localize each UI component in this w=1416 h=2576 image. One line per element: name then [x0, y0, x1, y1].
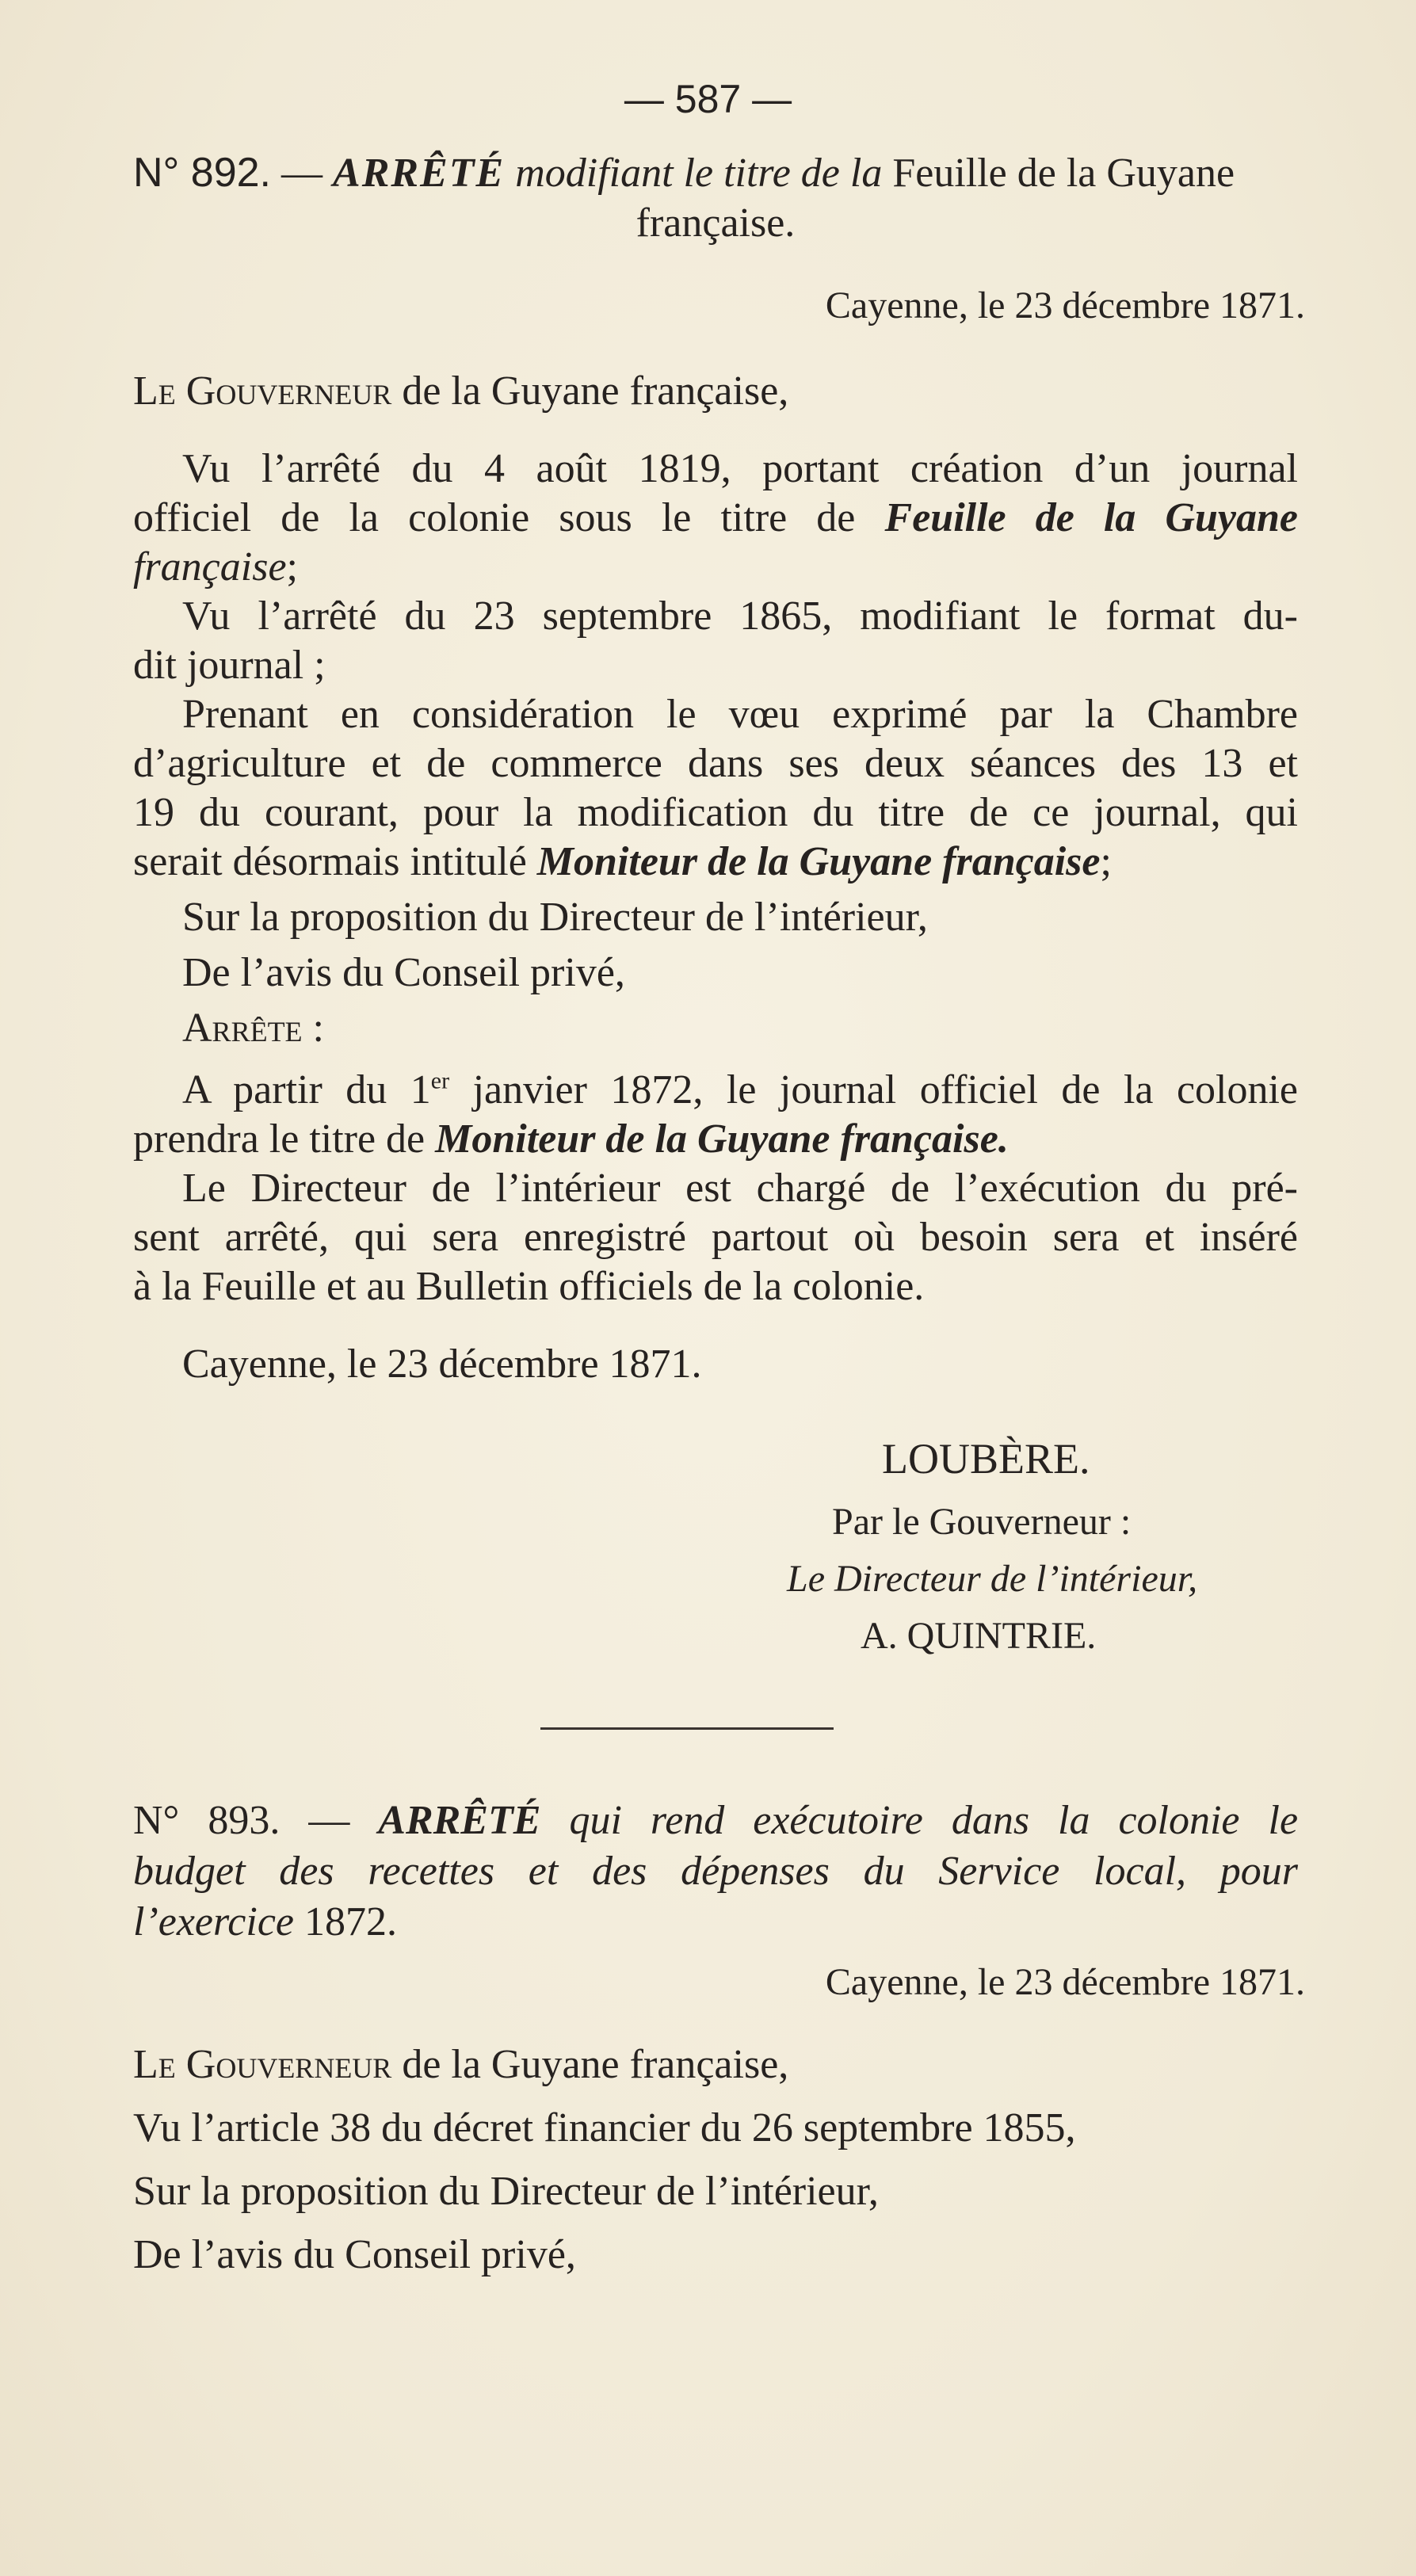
decree-893-title-line3-b: 1872. [304, 1899, 397, 1944]
decree-892-heading [133, 147, 1298, 199]
decree-892-title-roman: Feuille de la Guyane [892, 151, 1235, 196]
decree-893-gov-rest: de la Guyane française, [402, 2042, 789, 2087]
decree-892-p6-line1 [182, 1065, 1298, 1116]
decree-893-p3: De l’avis du Conseil privé, [133, 2232, 576, 2277]
decree-892-p3-line4-c: ; [1100, 839, 1112, 884]
decree-892-p6-line2 [133, 1114, 1298, 1165]
decree-892-number: N° 892. [133, 150, 272, 196]
decree-892-p2-line2: dit journal ; [133, 643, 326, 688]
decree-892-gov-le: Le [133, 368, 176, 414]
decree-892-p6-line1-sup: er [430, 1067, 450, 1094]
decree-892-p6-line2-b: Moniteur de la Guyane française. [435, 1116, 1009, 1162]
decree-892-director-title: Le Directeur de l’intérieur, [787, 1558, 1198, 1600]
decree-892-p6-line1-b: janvier 1872, le journal officiel de la colonie [472, 1067, 1299, 1112]
decree-892-director-name: A. QUINTRIE. [861, 1615, 1097, 1657]
decree-892-p3-line2: d’agriculture et de commerce dans ses deux séances des 13 et [133, 741, 1298, 786]
decree-892-p7-line2: sent arrêté, qui sera enregistré partout où besoin sera et inséré [133, 1215, 1298, 1260]
decree-893-title-line1-rest: qui rend exécutoire dans la colonie le [569, 1798, 1299, 1843]
decree-892-p1-line3 [133, 542, 1298, 593]
decree-893-title-line2: budget des recettes et des dépenses du Service local, pour [133, 1849, 1298, 1894]
page-number: — 587 — [624, 77, 792, 121]
decree-892-signer: LOUBÈRE. [882, 1435, 1090, 1483]
decree-892-arrete: Arrête : [182, 1006, 324, 1051]
decree-893-heading-line1 [133, 1796, 1298, 1846]
decree-892-p1-line2-b: Feuille de la Guyane [884, 495, 1299, 540]
decree-892-p5: De l’avis du Conseil privé, [182, 950, 625, 995]
decree-893-governor-line [133, 2040, 1298, 2090]
decree-892-closing-date: Cayenne, le 23 décembre 1871. [182, 1341, 702, 1387]
decree-892-p7-line3: à la Feuille et au Bulletin officiels de la colonie. [133, 1264, 925, 1309]
decree-892-date: Cayenne, le 23 décembre 1871. [825, 284, 1305, 326]
decree-892-p3-line4-b: Moniteur de la Guyane française [536, 839, 1101, 884]
decree-892-title-italic: modifiant le titre de la [515, 151, 883, 196]
decree-893-gov-le: Le [133, 2042, 176, 2087]
decree-892-title-caps: ARRÊTÉ [333, 151, 506, 196]
decree-893-p1: Vu l’article 38 du décret financier du 26 septembre 1855, [133, 2105, 1076, 2150]
decree-892-p1-line3-a: française [133, 544, 287, 590]
decree-893-title-line3-a: l’exercice [133, 1899, 294, 1944]
decree-892-p1-line2 [133, 493, 1298, 544]
decree-892-p1-line1: Vu l’arrêté du 4 août 1819, portant création d’un journal [182, 446, 1298, 491]
decree-892-p7-line1: Le Directeur de l’intérieur est chargé de l’exécution du pré- [182, 1166, 1298, 1211]
decree-892-by-governor: Par le Gouverneur : [832, 1501, 1132, 1543]
decree-892-governor-line [133, 366, 1298, 417]
decree-892-p3-line4 [133, 837, 1298, 887]
decree-892-gov-word: Gouverneur [185, 368, 392, 414]
decree-893-p2: Sur la proposition du Directeur de l’intérieur, [133, 2169, 879, 2214]
decree-892-p1-line2-a: officiel de la colonie sous le titre de [133, 495, 856, 540]
decree-893-date: Cayenne, le 23 décembre 1871. [825, 1961, 1305, 2003]
decree-892-p3-line3: 19 du courant, pour la modification du titre de ce journal, qui [133, 790, 1298, 835]
section-divider [540, 1727, 834, 1730]
decree-892-p2-line1: Vu l’arrêté du 23 septembre 1865, modifiant le format du- [182, 593, 1298, 639]
decree-892-title-line2: française. [635, 200, 796, 246]
decree-893-dash: — [308, 1798, 350, 1843]
decree-892-dash: — [281, 151, 323, 196]
decree-892-gov-rest: de la Guyane française, [402, 368, 789, 414]
decree-893-title-caps: ARRÊTÉ [378, 1798, 541, 1843]
decree-892-p6-line1-a: A partir du 1 [182, 1067, 431, 1112]
decree-892-p3-line4-a: serait désormais intitulé [133, 839, 527, 884]
decree-893-number: N° 893. [133, 1798, 281, 1843]
decree-893-gov-word: Gouverneur [185, 2042, 392, 2087]
decree-892-p6-line2-a: prendra le titre de [133, 1116, 426, 1162]
decree-893-title-line3 [133, 1897, 1298, 1948]
decree-892-p4: Sur la proposition du Directeur de l’intérieur, [182, 895, 928, 940]
decree-892-p1-line3-b: ; [286, 544, 298, 590]
decree-892-p3-line1: Prenant en considération le vœu exprimé par la Chambre [182, 692, 1298, 737]
